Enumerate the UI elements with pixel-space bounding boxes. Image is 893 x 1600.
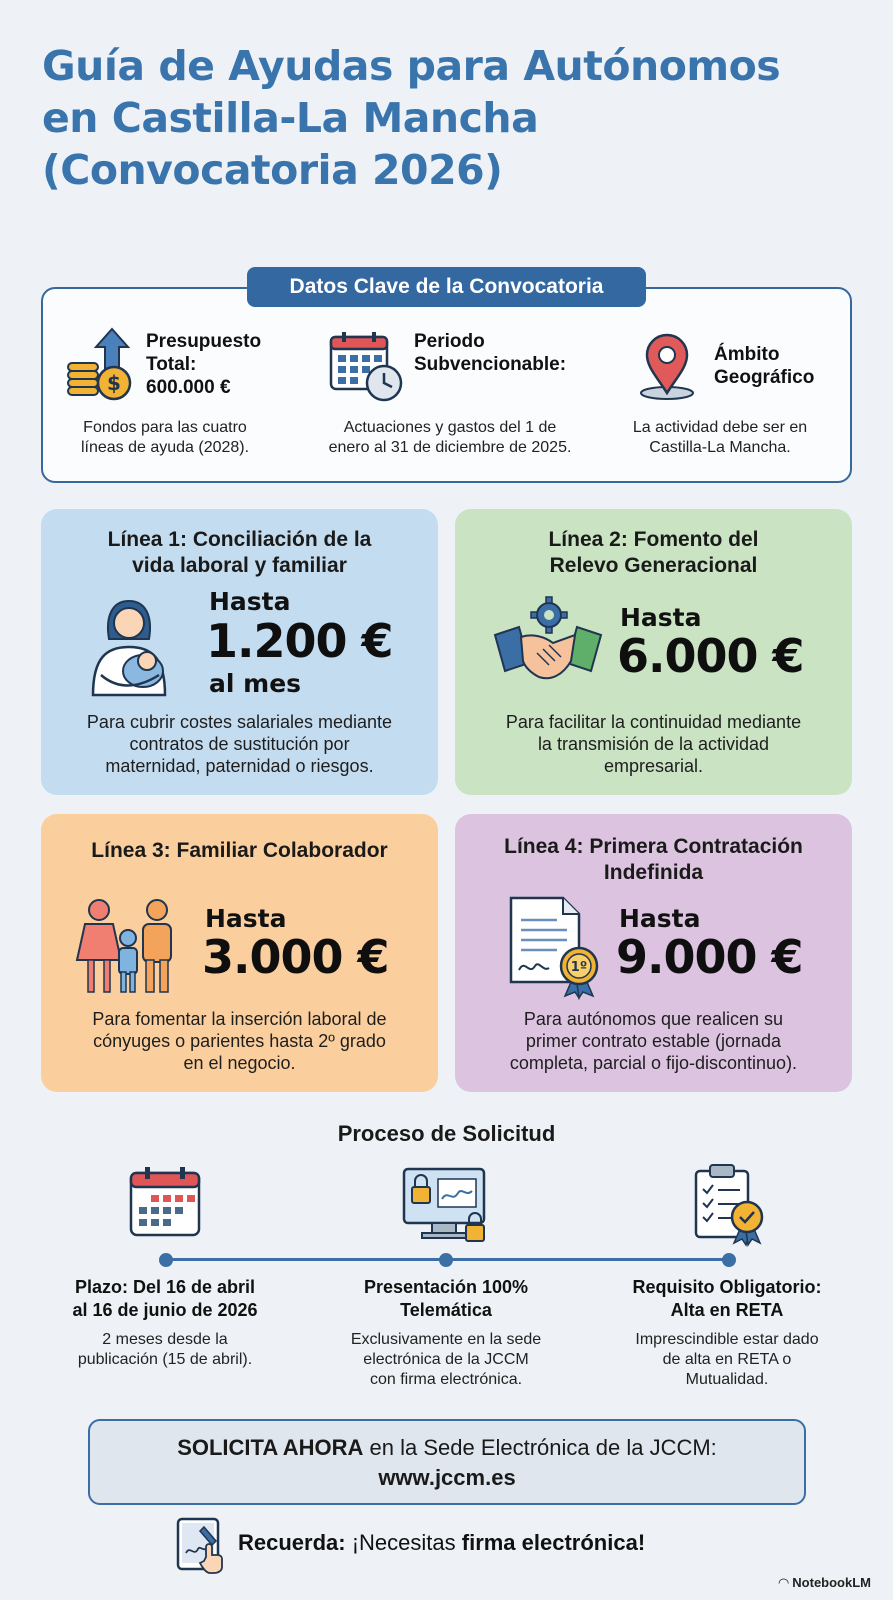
period-description bbox=[300, 418, 600, 458]
line-2-amount: 6.000 € bbox=[617, 629, 804, 683]
secure-computer-icon bbox=[402, 1167, 492, 1247]
line-1-title-2: vida laboral y familiar bbox=[132, 554, 347, 577]
step-3-desc-2: de alta en RETA o bbox=[662, 1351, 792, 1368]
line-2-title bbox=[455, 527, 852, 579]
cta-rest: en la Sede Electrónica de la JCCM: bbox=[363, 1435, 717, 1460]
scope-heading-1: Ámbito bbox=[714, 344, 780, 365]
line-1-hasta: Hasta bbox=[209, 587, 291, 616]
line-3-description bbox=[51, 1008, 428, 1074]
process-title: Proceso de Solicitud bbox=[337, 1121, 556, 1146]
line-4-desc-1: Para autónomos que realicen su bbox=[523, 1009, 784, 1029]
step-2-desc-1: Exclusivamente en la sede bbox=[350, 1331, 542, 1348]
svg-text:$: $ bbox=[107, 371, 121, 395]
timeline-dot-1 bbox=[159, 1253, 173, 1267]
scope-heading-2: Geográfico bbox=[714, 367, 815, 388]
period-desc-2: enero al 31 de diciembre de 2025. bbox=[328, 439, 572, 456]
key-data-tag: Datos Clave de la Convocatoria bbox=[247, 267, 646, 307]
line-2-desc-2: la transmisión de la actividad bbox=[537, 734, 770, 754]
step-2-desc-3: con firma electrónica. bbox=[369, 1371, 523, 1388]
handshake-gear-icon bbox=[493, 591, 603, 691]
step-3-heading-1: Requisito Obligatorio: bbox=[632, 1277, 822, 1297]
reminder-text: ¡Necesitas bbox=[345, 1530, 462, 1555]
step-1-description bbox=[45, 1330, 285, 1370]
line-3-title: Línea 3: Familiar Colaborador bbox=[91, 839, 388, 862]
family-icon bbox=[73, 896, 183, 996]
step-3-desc-3: Mutualidad. bbox=[685, 1371, 769, 1388]
line-1-description bbox=[51, 711, 428, 777]
mother-baby-icon bbox=[87, 595, 172, 697]
scope-desc-2: Castilla-La Mancha. bbox=[649, 439, 791, 456]
line-1-desc-1: Para cubrir costes salariales mediante bbox=[86, 712, 393, 732]
scope-description bbox=[610, 418, 830, 458]
line-1-unit: al mes bbox=[209, 669, 302, 698]
step-1-heading-2: al 16 de junio de 2026 bbox=[72, 1300, 258, 1320]
line-1-title bbox=[41, 527, 438, 579]
budget-desc-1: Fondos para las cuatro bbox=[83, 419, 247, 436]
line-3-amount: 3.000 € bbox=[202, 930, 389, 984]
line-2-description bbox=[465, 711, 842, 777]
step-1-desc-2: publicación (15 de abril). bbox=[77, 1351, 253, 1368]
checklist-badge-icon bbox=[694, 1163, 764, 1245]
line-2-hasta: Hasta bbox=[620, 603, 702, 632]
page-title bbox=[42, 40, 842, 196]
tablet-signature-icon bbox=[176, 1517, 228, 1575]
cta-url-line bbox=[90, 1463, 804, 1493]
step-2-heading-1: Presentación 100% bbox=[363, 1277, 529, 1297]
line-3-desc-3: en el negocio. bbox=[183, 1053, 296, 1073]
step-1-heading bbox=[45, 1276, 285, 1322]
line-4-amount: 9.000 € bbox=[616, 930, 803, 984]
calendar-clock-icon bbox=[329, 331, 404, 403]
line-1-desc-3: maternidad, paternidad o riesgos. bbox=[105, 756, 374, 776]
line-3-hasta: Hasta bbox=[205, 904, 287, 933]
period-heading bbox=[414, 330, 566, 376]
seal-label: 1º bbox=[570, 960, 588, 975]
notebooklm-icon: ◠ bbox=[778, 1575, 793, 1590]
budget-heading-2: Total: bbox=[146, 354, 197, 375]
line-4-title-2: Indefinida bbox=[603, 861, 704, 884]
scope-desc-1: La actividad debe ser en bbox=[632, 419, 808, 436]
line-1-card bbox=[41, 509, 438, 795]
apply-now-banner[interactable] bbox=[88, 1419, 806, 1505]
period-heading-1: Periodo bbox=[414, 331, 485, 352]
line-2-title-2: Relevo Generacional bbox=[549, 554, 758, 577]
step-2-heading-2: Telemática bbox=[400, 1300, 492, 1320]
line-2-title-1: Línea 2: Fomento del bbox=[548, 528, 759, 551]
step-1-desc-1: 2 meses desde la bbox=[102, 1331, 228, 1348]
step-1-heading-1: Plazo: Del 16 de abril bbox=[74, 1277, 256, 1297]
reminder-label: Recuerda: bbox=[238, 1530, 346, 1555]
cta-url[interactable]: www.jccm.es bbox=[378, 1465, 516, 1490]
reminder-strong: firma electrónica! bbox=[461, 1530, 646, 1555]
timeline-dot-3 bbox=[722, 1253, 736, 1267]
period-heading-2: Subvencionable: bbox=[414, 354, 567, 375]
line-4-card bbox=[455, 814, 852, 1092]
step-2-desc-2: electrónica de la JCCM bbox=[363, 1351, 529, 1368]
contract-seal-icon bbox=[507, 896, 607, 998]
notebooklm-brand bbox=[779, 1575, 871, 1591]
line-1-amount: 1.200 € bbox=[206, 614, 393, 668]
line-2-desc-3: empresarial. bbox=[603, 756, 704, 776]
money-growth-icon bbox=[66, 327, 136, 402]
scope-heading bbox=[714, 343, 814, 389]
cta-strong: SOLICITA AHORA bbox=[177, 1435, 364, 1460]
location-pin-icon bbox=[637, 333, 697, 401]
line-3-desc-2: cónyuges o parientes hasta 2º grado bbox=[93, 1031, 386, 1051]
title-line-2: en Castilla-La Mancha bbox=[42, 94, 539, 142]
title-line-3: (Convocatoria 2026) bbox=[42, 146, 503, 194]
line-4-hasta: Hasta bbox=[619, 904, 701, 933]
budget-heading bbox=[146, 330, 261, 399]
step-3-heading bbox=[607, 1276, 847, 1322]
brand-name: NotebookLM bbox=[792, 1575, 871, 1590]
step-3-desc-1: Imprescindible estar dado bbox=[635, 1331, 819, 1348]
line-4-description bbox=[465, 1008, 842, 1074]
cta-line bbox=[90, 1433, 804, 1463]
line-1-desc-2: contratos de sustitución por bbox=[129, 734, 350, 754]
timeline-dot-2 bbox=[439, 1253, 453, 1267]
budget-description bbox=[55, 418, 275, 458]
step-2-heading bbox=[326, 1276, 566, 1322]
budget-heading-1: Presupuesto bbox=[146, 331, 262, 352]
line-4-title-1: Línea 4: Primera Contratación bbox=[504, 835, 803, 858]
line-1-title-1: Línea 1: Conciliación de la bbox=[107, 528, 372, 551]
step-3-description bbox=[607, 1330, 847, 1390]
step-3-heading-2: Alta en RETA bbox=[670, 1300, 784, 1320]
title-line-1: Guía de Ayudas para Autónomos bbox=[42, 42, 781, 90]
line-2-desc-1: Para facilitar la continuidad mediante bbox=[505, 712, 802, 732]
reminder-line bbox=[238, 1530, 645, 1556]
budget-desc-2: líneas de ayuda (2028). bbox=[80, 439, 250, 456]
budget-amount: 600.000 € bbox=[146, 377, 231, 398]
calendar-icon bbox=[129, 1167, 201, 1237]
period-desc-1: Actuaciones y gastos del 1 de bbox=[343, 419, 557, 436]
line-4-desc-2: primer contrato estable (jornada bbox=[525, 1031, 782, 1051]
line-3-card bbox=[41, 814, 438, 1092]
line-4-desc-3: completa, parcial o fijo-discontinuo). bbox=[509, 1053, 798, 1073]
step-2-description bbox=[326, 1330, 566, 1390]
line-3-desc-1: Para fomentar la inserción laboral de bbox=[92, 1009, 387, 1029]
line-2-card bbox=[455, 509, 852, 795]
line-4-title bbox=[455, 834, 852, 886]
